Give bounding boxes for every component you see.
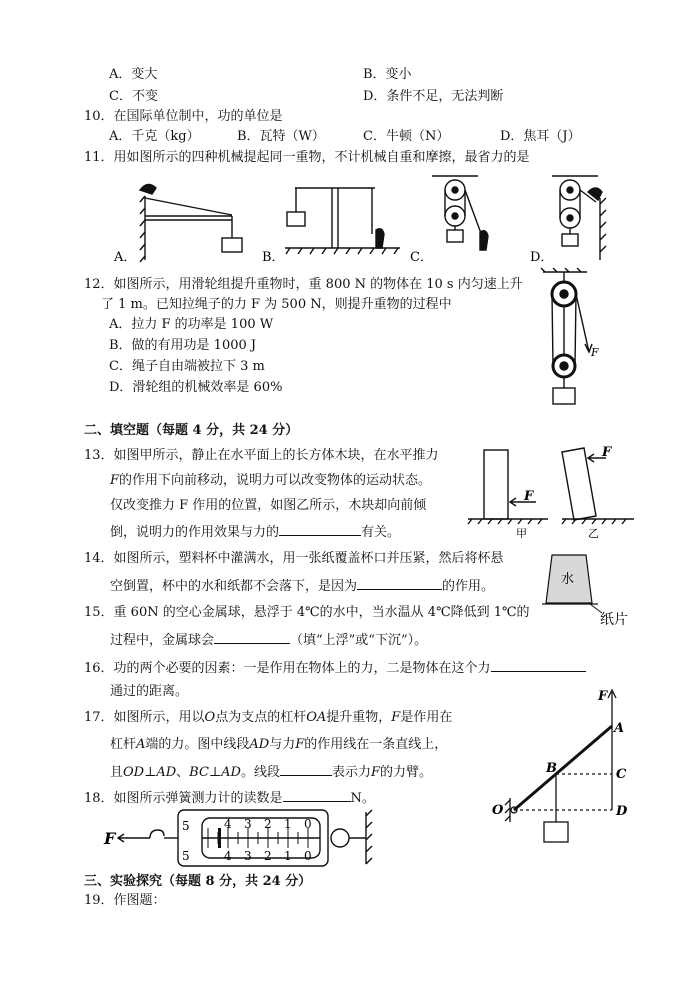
q17-fig-c: C <box>616 767 627 782</box>
q12-option-c: C．绳子自由端被拉下 3 m <box>109 359 265 374</box>
q13-line1: 13．如图甲所示，静止在水平面上的长方体木块，在水平推力 <box>84 448 439 463</box>
q17-fig-o: O <box>492 803 504 818</box>
q11-label-b: B． <box>262 250 285 265</box>
q12-pulley-figure <box>535 268 605 418</box>
q13-fig-jia: 甲 <box>516 527 527 540</box>
section-2-title: 二、填空题（每题 4 分，共 24 分） <box>84 423 299 438</box>
q16-line2: 通过的距离。 <box>110 684 189 699</box>
q11-label-d: D． <box>530 250 554 265</box>
q11-label-a: A． <box>114 250 137 265</box>
q17-fig-a: A <box>614 721 625 736</box>
q12-option-b: B．做的有用功是 1000 J <box>109 338 257 353</box>
q18-force-label: F <box>104 829 116 848</box>
q14-line1: 14．如图所示，塑料杯中灌满水，用一张纸覆盖杯口并压紧，然后将杯悬 <box>84 551 504 566</box>
q9-option-a: A．变大 <box>109 67 158 82</box>
q9-option-c: C．不变 <box>109 89 158 104</box>
q17-line3: 且OD⊥AD、BC⊥AD。线段 表示力F的力臂。 <box>110 762 432 782</box>
q10-option-b: B．瓦特（W） <box>237 129 325 144</box>
q11-fig-b <box>285 188 400 254</box>
q15-line2: 过程中，金属球会 （填“上浮”或“下沉”）。 <box>110 630 427 650</box>
q17-fig-b: B <box>546 761 557 776</box>
q13-line2: F的作用下向前移动，说明力可以改变物体的运动状态。 <box>110 473 432 488</box>
q12-line1: 12．如图所示，用滑轮组提升重物时，重 800 N 的物体在 10 s 内匀速上升 <box>84 277 523 292</box>
q18-bot-num-0: 0 <box>304 849 312 863</box>
q14-water-label: 水 <box>561 572 575 587</box>
q13-line4: 倒，说明力的作用效果与力的 有关。 <box>110 522 400 542</box>
q11-fig-c <box>432 176 488 250</box>
q12-force-label: F <box>591 346 599 359</box>
q18-top-num-4: 4 <box>224 817 232 831</box>
q17-fig-f: F <box>598 689 608 704</box>
q14-paper-label: 纸片 <box>600 612 628 628</box>
q11-stem: 11．用如图所示的四种机械提起同一重物，不计机械自重和摩擦，最省力的是 <box>84 150 530 165</box>
q18-top-num-1: 1 <box>284 817 292 831</box>
q12-option-a: A．拉力 F 的功率是 100 W <box>109 317 274 332</box>
q12-line2: 了 1 m。已知拉绳子的力 F 为 500 N，则提升重物的过程中 <box>101 297 452 312</box>
q11-fig-d <box>552 176 606 260</box>
section-3-title: 三、实验探究（每题 8 分，共 24 分） <box>84 874 312 889</box>
q13-fig-f-jia: F <box>524 489 534 504</box>
q17-line1: 17．如图所示，用以O点为支点的杠杆OA提升重物，F是作用在 <box>84 710 453 725</box>
q12-option-d: D．滑轮组的机械效率是 60% <box>109 380 283 395</box>
q18-bot-num-1: 1 <box>284 849 292 863</box>
q10-option-a: A．千克（kg） <box>109 129 200 144</box>
q13-fig-yi: 乙 <box>588 527 599 540</box>
q18-top-num-0: 0 <box>304 817 312 831</box>
q18-line1: 18．如图所示弹簧测力计的读数是 N。 <box>84 788 375 808</box>
q9-option-d: D．条件不足，无法判断 <box>363 89 504 104</box>
q13-figure <box>466 442 636 542</box>
q17-fig-d: D <box>616 804 628 819</box>
q14-line2: 空倒置，杯中的水和纸都不会落下，是因为 的作用。 <box>110 576 494 596</box>
q11-fig-a <box>140 184 242 262</box>
q11-figures <box>100 168 630 268</box>
q19-stem: 19．作图题： <box>84 893 166 908</box>
q18-bot-num-3: 3 <box>244 849 252 863</box>
q18-bot-num-4: 4 <box>224 849 232 863</box>
q18-top-num-3: 3 <box>244 817 252 831</box>
q17-lever-figure <box>486 686 636 856</box>
q11-label-c: C． <box>410 250 433 265</box>
q18-top-num-2: 2 <box>264 817 272 831</box>
q18-bot-num-2: 2 <box>264 849 272 863</box>
q16-line1: 16．功的两个必要的因素：一是作用在物体上的力，二是物体在这个力 <box>84 658 586 678</box>
q10-stem: 10．在国际单位制中，功的单位是 <box>84 109 283 124</box>
q10-option-c: C．牛顿（N） <box>363 129 450 144</box>
q14-cup-figure <box>540 551 640 631</box>
q15-line1: 15．重 60N 的空心金属球，悬浮于 4℃的水中，当水温从 4℃降低到 1℃的 <box>84 605 530 620</box>
q17-line2: 杠杆A端的力。图中线段AD与力F的作用线在一条直线上， <box>110 737 448 752</box>
q13-line3: 仅改变推力 F 作用的位置，如图乙所示，木块却向前倾 <box>110 498 427 513</box>
q18-bot-num-5: 5 <box>182 849 190 863</box>
q18-top-num-5: 5 <box>182 819 190 833</box>
q10-option-d: D．焦耳（J） <box>500 129 581 144</box>
q18-spring-scale-figure <box>104 804 384 874</box>
q13-fig-f-yi: F <box>602 445 612 460</box>
q9-option-b: B．变小 <box>363 67 412 82</box>
